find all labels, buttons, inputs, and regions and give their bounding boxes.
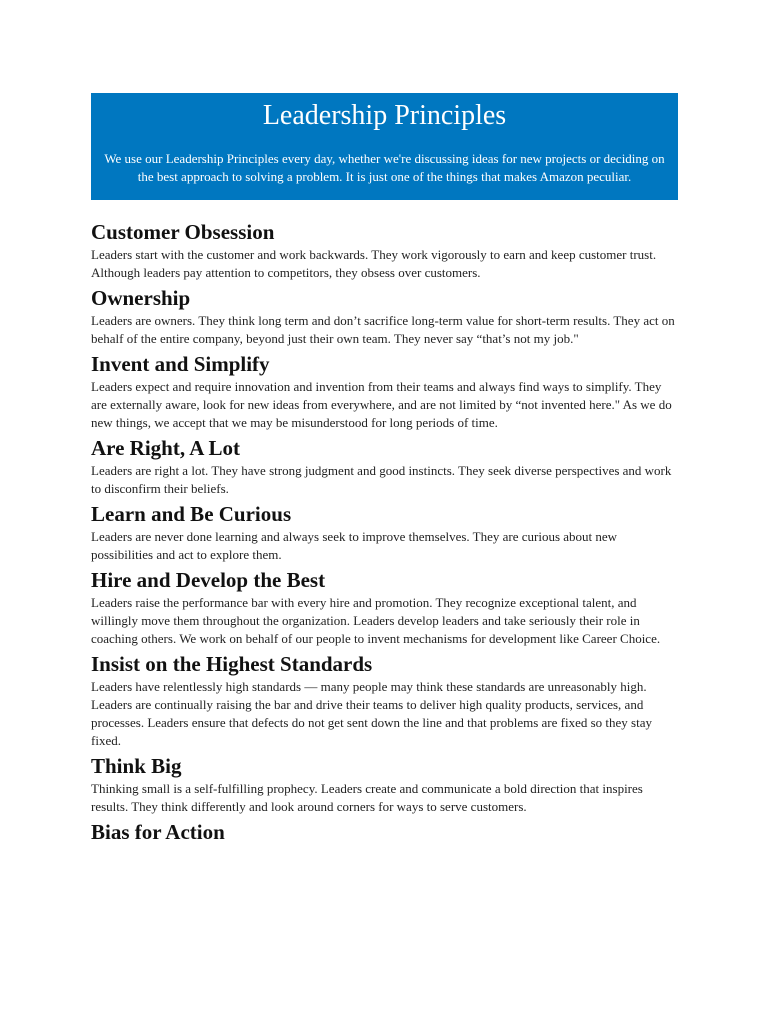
section-title: Invent and Simplify [91,352,270,376]
section-hire-and-develop-the-best [91,567,678,648]
section-title: Think Big [91,754,182,778]
document-page [91,93,678,846]
section-body: Leaders are never done learning and always seek to improve themselves. They are curious about new possibilities and act to explore them. [91,529,618,562]
section-body: Leaders expect and require innovation and invention from their teams and always find ways to simplify. They are externally aware, look for new ideas from everywhere, and are not limited by “not invented here." As we do new things, we accept that we may be misunderstood for long periods of time. [91,379,672,430]
section-title: Insist on the Highest Standards [91,652,373,676]
section-insist-on-the-highest-standards [91,651,678,750]
intro-text: We use our Leadership Principles every day, whether we're discussing ideas for new projects or deciding on the best approach to solving a problem. It is just one of the things that makes Amazon peculiar. [104,151,665,184]
header-banner [91,93,678,200]
principles-list [91,219,678,846]
section-body: Leaders start with the customer and work backwards. They work vigorously to earn and keep customer trust. Although leaders pay attention to competitors, they obsess over customers. [91,247,657,280]
section-ownership [91,285,678,348]
section-body: Leaders have relentlessly high standards — many people may think these standards are unreasonably high. Leaders are continually raising the bar and drive their teams to deliver high quality products, services, and processes. Leaders ensure that defects do not get sent down the line and that problems are fixed so they stay fixed. [91,679,652,748]
page-title: Leadership Principles [262,100,507,131]
section-title: Customer Obsession [91,220,275,244]
section-body: Thinking small is a self-fulfilling prophecy. Leaders create and communicate a bold direction that inspires results. They think differently and look around corners for ways to serve customers. [91,781,643,814]
section-invent-and-simplify [91,351,678,432]
section-are-right-a-lot [91,435,678,498]
section-customer-obsession [91,219,678,282]
section-title: Bias for Action [91,820,225,844]
section-learn-and-be-curious [91,501,678,564]
section-body: Leaders raise the performance bar with every hire and promotion. They recognize exceptional talent, and willingly move them throughout the organization. Leaders develop leaders and take seriously their role in coaching others. We work on behalf of our people to invent mechanisms for development like Career Choice. [91,595,661,646]
section-bias-for-action [91,819,678,846]
section-title: Ownership [91,286,191,310]
section-title: Learn and Be Curious [91,502,292,526]
section-title: Are Right, A Lot [91,436,240,460]
section-think-big [91,753,678,816]
section-body: Leaders are right a lot. They have strong judgment and good instincts. They seek diverse perspectives and work to disconfirm their beliefs. [91,463,672,496]
section-title: Hire and Develop the Best [91,568,326,592]
section-body: Leaders are owners. They think long term and don’t sacrifice long-term value for short-term results. They act on behalf of the entire company, beyond just their own team. They never say “that’s not my job." [91,313,675,346]
